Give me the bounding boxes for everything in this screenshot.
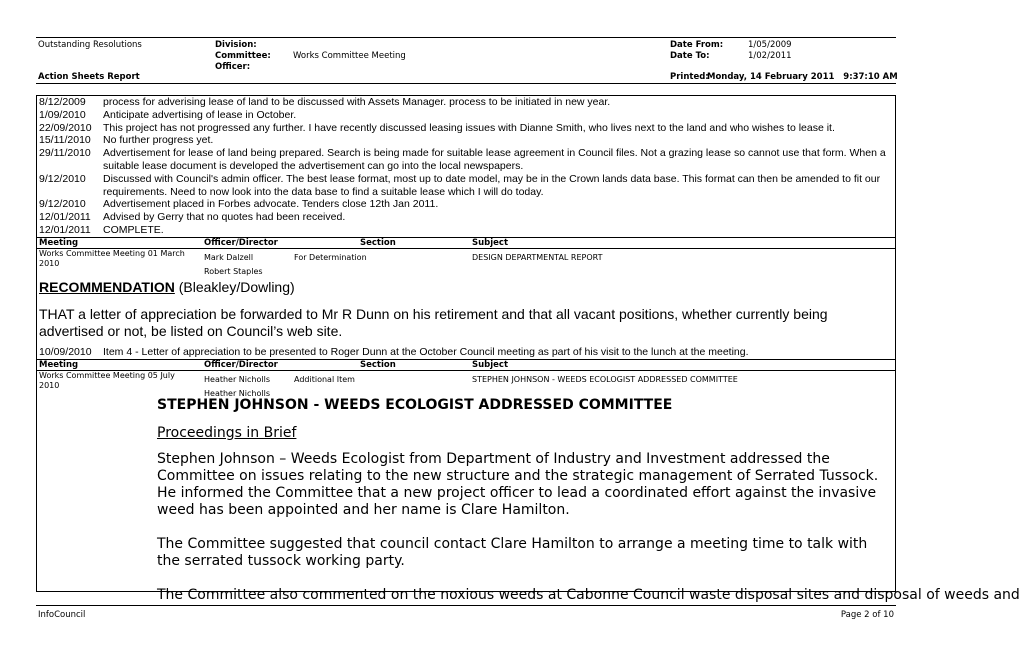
- item-subject: STEPHEN JOHNSON - WEEDS ECOLOGIST ADDRESSED COMMITTEE: [472, 374, 738, 384]
- log-entry: 9/12/2010 Advertisement placed in Forbes advocate. Tenders close 12th Jan 2011.: [39, 198, 439, 211]
- proceedings-heading: Proceedings in Brief: [157, 424, 297, 441]
- date-from-value: 1/05/2009: [748, 40, 792, 50]
- log-entry: 12/01/2011 COMPLETE.: [39, 223, 164, 236]
- column-header-row: [37, 237, 895, 249]
- item-section: For Determination: [294, 252, 367, 262]
- log-entry: 10/09/2010 Item 4 - Letter of appreciation to be presented to Roger Dunn at the October Council meeting as part of his visit to the lunch at the meeting.: [39, 345, 749, 358]
- log-entry: 9/12/2010 Discussed with Council's admin officer. The best lease format, most up to date model, may be in the Crown lands data base. This format can then be amended to fit our requirements. Need to now look into the data base to find a suitable lease which I will do today.: [39, 172, 881, 198]
- resolution-text: THAT a letter of appreciation be forwarded to Mr R Dunn on his retirement and that all vacant positions, whether currently being advertised or not, be listed on Council’s web site.: [39, 305, 828, 339]
- item-director: Robert Staples: [204, 266, 263, 276]
- report-body: [36, 95, 1020, 603]
- item-section: Additional Item: [294, 374, 355, 384]
- recommendation-movers: (Bleakley/Dowling): [178, 278, 295, 295]
- committee-value: Works Committee Meeting: [293, 51, 406, 61]
- log-entry: 12/01/2011 Advised by Gerry that no quotes had been received.: [39, 211, 346, 224]
- recommendation-heading: [37, 279, 895, 296]
- col-section: Section: [360, 359, 396, 370]
- col-section: Section: [360, 237, 396, 248]
- item-meeting: Works Committee Meeting 01 March 2010: [39, 248, 185, 268]
- date-from-label: Date From:: [670, 40, 724, 50]
- paragraph: The Committee suggested that council contact Clare Hamilton to arrange a meeting time to talk with the serrated tussock working party.: [157, 535, 868, 569]
- log-entry: 22/09/2010 This project has not progressed any further. I have recently discussed leasing issues with Dianne Smith, who lives next to the land and who wishes to lease it.: [39, 121, 835, 134]
- col-meeting: Meeting: [39, 237, 79, 248]
- date-to-value: 1/02/2011: [748, 51, 792, 61]
- report-header: [36, 37, 896, 84]
- item-subject: DESIGN DEPARTMENTAL REPORT: [472, 252, 603, 262]
- recommendation-label: RECOMMENDATION: [39, 278, 175, 295]
- paragraph: The Committee also commented on the noxious weeds at Cabonne Council waste disposal sites and disposal of weeds and: [157, 586, 1020, 603]
- col-subject: Subject: [472, 359, 509, 370]
- printed-value: Monday, 14 February 2011 9:37:10 AM: [707, 72, 898, 82]
- item-director: Heather Nicholls: [204, 388, 270, 398]
- col-officer: Officer/Director: [204, 359, 278, 370]
- log-entry: 8/12/2009 process for adverising lease of land to be discussed with Assets Manager. process to be initiated in new year.: [39, 96, 611, 108]
- item-meeting: Works Committee Meeting 05 July 2010: [39, 370, 175, 390]
- column-header-row: [37, 359, 895, 371]
- item-meta-row: [37, 370, 1020, 603]
- action-log: [37, 96, 895, 237]
- date-to-label: Date To:: [670, 51, 710, 61]
- report-name: Outstanding Resolutions: [38, 40, 142, 50]
- log-entry: 1/09/2010 Anticipate advertising of lease in October.: [39, 108, 297, 121]
- log-entry: 29/11/2010 Advertisement for lease of land being prepared. Search is being made for suitable lease agreement in Council files. Not a grazing lease so cannot use that form. When a suitable lease document is developed the advertisement can go into the local newspapers.: [39, 147, 886, 172]
- col-meeting: Meeting: [39, 359, 79, 370]
- col-officer: Officer/Director: [204, 237, 278, 248]
- log-entry: 15/11/2010 No further progress yet.: [39, 134, 214, 147]
- col-subject: Subject: [472, 237, 509, 248]
- footer-brand: InfoCouncil: [38, 610, 86, 620]
- item-officer: Heather Nicholls: [204, 374, 270, 384]
- printed-label: Printed:: [670, 72, 709, 82]
- page-footer: [36, 605, 896, 620]
- paragraph: He informed the Committee that a new project officer to lead a coordinated effort against the invasive weed has been appointed and her name is Clare Hamilton.: [157, 484, 877, 518]
- report-type: Action Sheets Report: [38, 72, 140, 82]
- item-officer: Mark Dalzell: [204, 252, 254, 262]
- division-label: Division:: [215, 40, 257, 50]
- item-title: STEPHEN JOHNSON - WEEDS ECOLOGIST ADDRESSED COMMITTEE: [157, 396, 673, 413]
- item-meta-row: [37, 249, 895, 279]
- committee-label: Committee:: [215, 51, 271, 61]
- paragraph: Stephen Johnson – Weeds Ecologist from Department of Industry and Investment addressed the Committee on issues relating to the new structure and the strategic management of Serrated Tussock.: [157, 450, 879, 484]
- page-number: Page 2 of 10: [840, 610, 894, 620]
- officer-label: Officer:: [215, 62, 251, 72]
- item-body: [157, 396, 1020, 604]
